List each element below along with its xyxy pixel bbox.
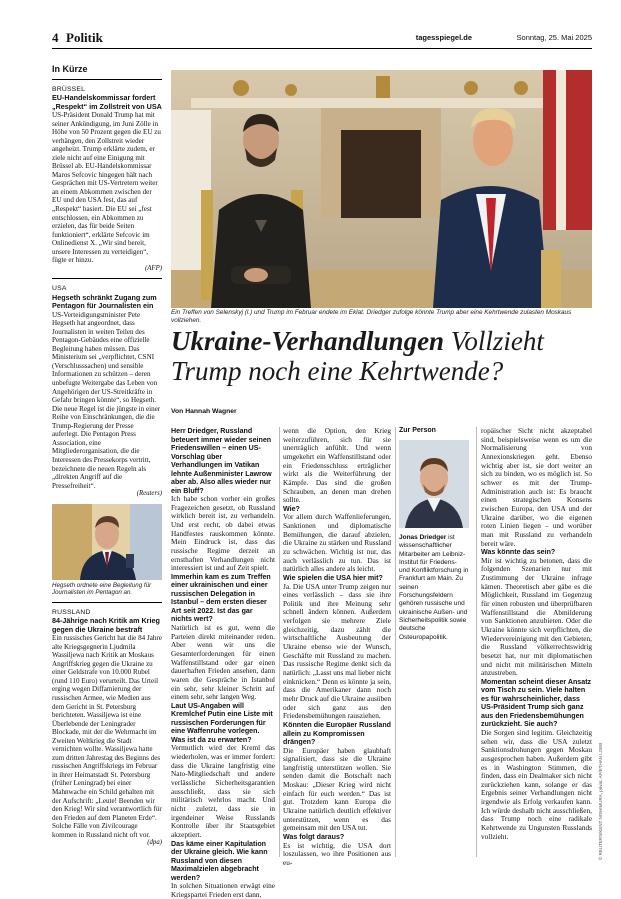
interview-question: Immerhin kam es zum Treffen einer ukrainischen und einer russischen Delegation in Istanbul – dem ersten dieser Art seit 2022. Ist das gar nichts wert? — [171, 572, 271, 624]
column-divider — [476, 427, 477, 857]
brief-headline: EU-Handelskommissar fordert „Respekt“ im Zollstreit von USA — [52, 93, 162, 111]
headline-text: Vollzieht Trump noch eine Kehrtwende? — [171, 326, 544, 386]
interview-question: Laut US-Angaben will Kremlchef Putin eine Liste mit russischen Forderungen für eine Waffenruhe vorlegen. Was ist da zu erwarten? — [171, 701, 273, 744]
interview-question: Herr Driedger, Russland beteuert immer wieder seinen Friedenswillen – einen US-Vorschlag über Verhandlungen im Vatikan lehnte Außenminister Lawrow aber ab. Also alles wieder nur ein Bluff? — [171, 427, 272, 495]
interview-answer: Ich habe schon vorher ein großes Fragezeichen gesetzt, ob Russland wirklich bereit ist, zu verhandeln. Und erst recht, ob dabei etwas Handfestes rauskommen könnte. Mein Eindruck ist, dass das russische Regime derzeit an ernsthaften Verhandlungen nicht interessiert ist und auf Zeit spielt. — [171, 494, 275, 573]
page-header — [52, 30, 592, 44]
hero-caption: Ein Treffen von Selenskyj (l.) und Trump im Februar endete im Eklat. Driedger zufolge könnte Trump aber eine Kehrtwende zulasten Moskaus vollziehen. — [171, 309, 572, 324]
section-title: Politik — [66, 30, 103, 45]
interview-answer: wenn die Option, den Krieg weiterzuführen, sich für sie unerträglich anfühlt. Und wenn umgekehrt ein Waffenstillstand oder ein Friedensschluss erträglicher wirkt als die Weiterführung der Kämpfe. Das sind die großen Schrauben, an denen man drehen sollte. — [283, 426, 391, 505]
interview-answer: In solchen Situationen erwägt eine Kriegspartei Frieden erst dann, — [171, 881, 275, 899]
brief-text: Ein russisches Gericht hat die 84 Jahre alte Kriegsgegnerin Ljudmila Wassiljewa nach Kritik an Moskaus Angriffskrieg gegen die Ukraine zu einer Geldstrafe von 10.000 Rubel (rund 110 Euro) verurteilt. Das Urteil erging wegen Diffamierung der russischen Armee, wie Medien aus dem Gericht in St. Petersburg berichteten. Wassiljewa ist eine Überlebende der Leningrader Blockade, mit der die Wehrmacht im Zweiten Weltkrieg die Stadt vernichten wollte. Wassiljewa hatte zum dritten Jahrestag des Beginns des russischen Angriffskriegs im Februar in ihrer Heimatstadt St. Petersburg (früher Leningrad) bei einer Mahnwache ein Schild gehalten mit der Aufschrift: „Leute! Beenden wir den Krieg! Wir sind verantwortlich für den Frieden auf dem Planeten Erde“. Solche Fälle von Zivilcourage kommen in Russland nicht oft vor. — [52, 634, 162, 839]
person-description: ist wissenschaftlicher Mitarbeiter am Leibniz-Institut für Friedens- und Konfliktforschung in Frankfurt am Main. Zu seinen Forschungsfeldern gehören russische und ukrainische Außen- und Sicherheitspolitik sowie deutsche Osteuropapolitik. — [399, 534, 469, 641]
brief-location: BRÜSSEL — [52, 85, 86, 93]
interview-answer: Ja. Die USA unter Trump zeigen nur eines verlässlich – dass sie ihre Politik und ihre Meinung sehr schnell ändern können. Außerdem verfolgen sie mehrere Ziele gleichzeitig, dazu zählt die wirtschaftliche Ausbeutung der Ukraine ebenso wie der Wunsch, Geschäfte mit Russland zu machen. Das russische Regime denkt sich da natürlich: „Lasst uns mal lieber nicht einknicken.“ Denn es könnte ja sein, dass die Amerikaner dann noch mehr Druck auf die Ukraine ausüben oder sich ganz aus den Friedensbemühungen rausziehen. — [283, 581, 392, 721]
interview-question: Das käme einer Kapitulation der Ukraine gleich. Wie kann Russland von diesen Maximalzielen abgebracht werden? — [171, 839, 268, 882]
interview-question: Wie? — [283, 504, 300, 513]
interview-answer: Die Europäer haben glaubhaft signalisiert, dass sie die Ukraine langfristig unterstützen wollen. Sie senden damit die Botschaft nach Moskau: „Dieser Krieg wird nicht einfach für euch werden.“ Das ist gut. Trotzdem kann Europa die Ukraine natürlich deutlich effektiver unterstützen, wenn es das gemeinsam mit den USA tut. — [283, 745, 391, 833]
hero-photo — [171, 70, 592, 308]
brief-headline: Hegseth schränkt Zugang zum Pentagon für Journalisten ein — [52, 292, 157, 311]
header-divider — [52, 48, 592, 49]
person-bio — [399, 534, 469, 642]
divider — [52, 602, 162, 603]
issue-date: Sonntag, 25. Mai 2025 — [516, 33, 592, 42]
brief-source: (dpa) — [147, 839, 162, 847]
brief-text: US-Präsident Donald Trump hat mit seiner Ankündigung, im Juni Zölle in Höhe von 50 Prozent gegen die EU zu verhängen, den Zollstreit wieder angeheizt. Trump erklärte zudem, er ziele nicht auf eine Einigung mit Brüssel ab. EU-Handelskommissar Maros Sefcovic hingegen hält nach Gesprächen mit US-Vertretern weiter an einem Abkommen zwischen der EU und den USA fest, das auf „Respekt“ basiert. Die EU sei „fest entschlossen, ein Abkommen zu erzielen, das für beide Seiten funktioniert“, erklärte Sefcovic im Onlinedienst X. „Wir sind bereit, unsere Interessen zu verteidigen“, fügte er hinzu. — [52, 111, 161, 265]
divider — [52, 79, 162, 80]
interview-answer: Die Sorgen sind legitim. Gleichzeitig sehen wir, dass die USA zuletzt Sanktionsdrohungen gegen Moskau ausgesprochen haben. Außerdem gibt es in Washington Stimmen, die finden, dass ein Dealmaker sich nicht zurückziehen kann, solange er das Ergebnis seiner Verhandlungen nicht irgendwie als Erfolg verkaufen kann. Ich würde deshalb nicht ausschließen, dass Trump noch eine radikale Kehrtwende zu Ungunsten Russlands vollzieht. — [481, 727, 592, 841]
column-divider — [395, 427, 396, 857]
interview-answer: Vermutlich wird der Kreml das wiederholen, was er immer fordert: dass die Ukraine langfristig eine Nato-Mitgliedschaft und andere verlässliche Sicherheitsgarantien ausschließt, dass sie sich militärisch wehrlos macht. Und nicht zuletzt, dass sie in irgendeiner Weise Russlands Kontrolle über ihr Staatsgebiet akzeptiert. — [171, 743, 275, 839]
column-divider — [279, 427, 280, 857]
interview-answer: Natürlich ist es gut, wenn die Parteien direkt miteinander reden. Aber wenn wir uns die Gesamterforderungen für einen Waffenstillstand oder gar einen dauerhaften Frieden ansehen, dann waren die Gespräche in Istanbul ein sehr, sehr kleiner Schritt auf einem sehr, sehr langen Weg. — [171, 622, 275, 702]
brief-location: RUSSLAND — [52, 608, 91, 616]
brief-headline: 84-Jährige nach Kritik am Krieg gegen die Ukraine bestraft — [52, 616, 160, 634]
brief-item — [52, 86, 162, 274]
page-number: 4 — [52, 30, 59, 45]
briefs-column — [52, 53, 162, 853]
brief-item — [52, 285, 162, 596]
interview-question: Könnten die Europäer Russland allein zu Kompromissen drängen? — [283, 721, 391, 746]
headline-kicker: Ukraine-Verhandlungen — [171, 326, 445, 356]
brief-source: (Reuters) — [136, 490, 162, 498]
interview-question: Momentan scheint dieser Ansatz vom Tisch zu sein. Viele halten es für wahrscheinlicher, dass US-Präsident Trump sich ganz aus den Friedensbemühungen zurückzieht. Sie auch? — [481, 677, 592, 729]
interview-answer: ropäischer Sicht nicht akzeptabel sind, beispielsweise wenn es um die Normalisierung von Annexionskriegen geht. Ebenso wichtig aber ist, sie dort weiter an sich zu binden, wo es möglich ist. So schwer es mit der Trump-Administration auch ist: Es braucht einen strategischen Konsens zwischen Europa, den USA und der Ukraine darüber, wo die eigenen roten Linien liegen – und worüber man mit Russland zu verhandeln bereit wäre. — [481, 426, 592, 548]
briefs-title: In Kürze — [52, 64, 88, 74]
person-name: Jonas Driedger — [399, 534, 447, 541]
article-column-2 — [283, 427, 391, 868]
byline: Von Hannah Wagner — [171, 408, 237, 415]
brief-location: USA — [52, 285, 67, 293]
hegseth-photo — [52, 504, 162, 580]
site-name: tagesspiegel.de — [415, 33, 472, 42]
interview-answer: Es ist wichtig, die USA dort loszulassen, wo ihre Positionen aus eu- — [283, 840, 391, 867]
article-column-4 — [481, 427, 592, 841]
article-column-1 — [171, 427, 275, 899]
interview-answer: Vor allem durch Waffenlieferungen, Sanktionen und diplomatische Bemühungen, die darauf abzielen, die Ukraine zu stärken und Russland zu schwächen. Wichtig ist nur, das auch verlässlich zu tun. Das ist natürlich alles andere als leicht. — [283, 512, 391, 574]
brief-source: (AFP) — [145, 264, 162, 272]
brief-item — [52, 609, 162, 848]
photo-credit-text: © REUTERS/KENT NISHIMURA, privat, AP/ETHAN LOEB — [598, 742, 603, 860]
interview-answer: Mir ist wichtig zu betonen, dass die folgenden Szenarien nur mit Zustimmung der Ukraine infrage kämen. Theoretisch aber gäbe es die Möglichkeit, Russland im Gegenzug für einen robusten und überprüfbaren Waffenstillstand die Abmilderung von Sanktionen anzubieten. Oder die Ukraine könnte sich verpflichten, die Wiedervereinigung mit den Gebieten, die Russland völkerrechtswidrig besetzt hat, nur mit diplomatischen und nicht mit militärischen Mitteln anzustreben. — [481, 555, 592, 678]
interview-question: Wie spielen die USA hier mit? — [283, 574, 383, 582]
person-box-title: Zur Person — [399, 427, 436, 434]
brief-text: US-Verteidigungsminister Pete Hegseth hat angeordnet, dass Journalisten in weiten Teilen des Pentagon-Gebäudes eine offizielle Begleitung haben müssen. Das Ministerium sei „verpflichtet, CSNI (Verschlusssachen) und sensible Informationen zu schützen – deren unbefugte Weitergabe das Leben von Angehörigen der US-Streitkräfte in Gefahr bringen könnte“, so Hegseth. Die neue Regel ist die jüngste in einer Reihe von Einschränkungen, die die Trump-Regierung der Presse auferlegt. Die Pentagon Press Association, eine Mitgliederorganisation, die die Interessen des Pressekorps vertritt, bezeichnete die neuen Regeln als „direkten Angriff auf die Pressefreiheit“. — [52, 310, 161, 490]
driedger-portrait — [399, 440, 469, 528]
interview-question: Was könnte das sein? — [481, 548, 556, 557]
interview-question: Was folgt daraus? — [283, 833, 345, 842]
person-box — [399, 427, 469, 642]
divider — [52, 278, 162, 279]
article-headline — [171, 326, 592, 386]
photo-credit — [598, 700, 606, 860]
photo-caption: Hegseth ordnete eine Begleitung für Journalisten im Pentagon an. — [52, 581, 152, 597]
